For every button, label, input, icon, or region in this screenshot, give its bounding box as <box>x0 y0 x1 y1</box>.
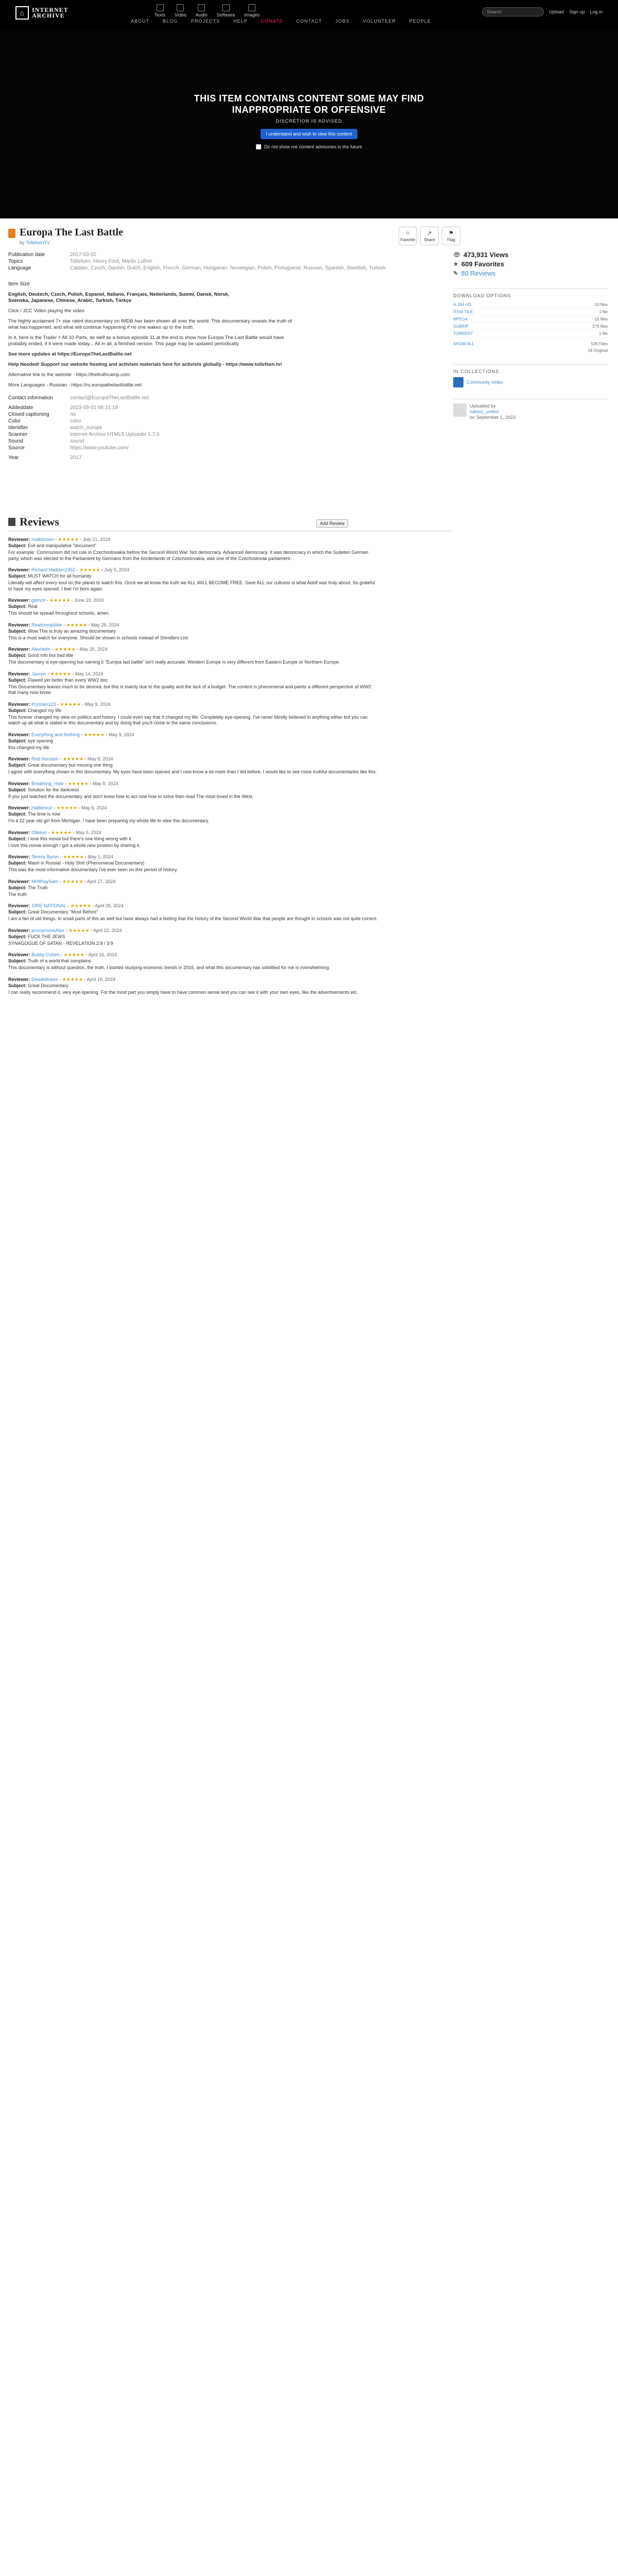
subnav-blog[interactable]: BLOG <box>163 19 178 24</box>
review-body: If you just watched the documentary and don't know how to act now how to solve then read The most loved in the West. <box>8 793 254 799</box>
reviewer-link[interactable]: anonymousAlex <box>31 927 65 933</box>
nav-texts[interactable]: Texts <box>154 4 165 18</box>
content-warning <box>154 93 464 149</box>
review-subject: Great documentary but missing one thing <box>28 762 113 768</box>
uploader-info: Uploaded by natsoc_united on September 1, 2023 <box>453 399 608 420</box>
review-subject: Real <box>28 604 38 609</box>
review-item: Reviewer: anonymousAlex - ★★★★★ - April 22, 2024 Subject: FUCK THE JEWS SYNAGOGUE OF SATAN - REVELATION 2:9 / 3:9 <box>8 927 379 947</box>
favorite-button[interactable]: ☆ Favorite <box>399 227 417 245</box>
nav-software[interactable]: Software <box>217 4 235 18</box>
reviewer-link[interactable]: Deadwitness <box>31 976 58 982</box>
star-rating-icon: ★★★★★ <box>51 829 72 835</box>
reviews-count: ✎ 80 Reviews <box>453 269 496 277</box>
description-note: Click / JCC Video playing the video <box>8 308 84 314</box>
review-item: Reviewer: SIRE NATIONAL - ★★★★★ - April 26, 2024 Subject: Great Documentary ''Must Before'' I am a fan of old things. In small parts of this as well but have always had a feeling that the history of the Second World War that people are thought in schools was not quite correct. <box>8 903 379 922</box>
review-subject: The Truth <box>28 885 48 890</box>
eye-icon: 👁 <box>453 252 460 258</box>
share-icon: ↗ <box>427 230 432 236</box>
nav-audio[interactable]: Audio <box>196 4 208 18</box>
meta-row: Color color <box>8 418 81 424</box>
review-subject: eye opening <box>28 738 54 743</box>
collection-item[interactable]: Community Video <box>453 377 608 387</box>
nav-images[interactable]: Images <box>244 4 260 18</box>
page-title: Europa The Last Battle <box>20 227 123 238</box>
upload-button[interactable]: Upload <box>549 9 564 14</box>
star-rating-icon: ★★★★★ <box>55 647 76 652</box>
review-item: Reviewer: Teresa Byron - ★★★★★ - May 1, 2024 Subject: Maori in Russia! - Holy Shit! (Phenomenal Documentary) This was the most informative documentary I've ever seen on this period of history. <box>8 854 379 873</box>
subnav-contact[interactable]: CONTACT <box>296 19 322 24</box>
review-item: Reviewer: Bobby Cohen - ★★★★★ - April 16, 2024 Subject: Truth of a world that complains This documentary is without question, the truth. I started studying economic trends in 2016, and what this documentary has solidified for me is overwhelming. <box>8 952 379 971</box>
star-rating-icon: ★★★★★ <box>67 781 89 786</box>
reviewer-link[interactable]: Richard Haddon1952 <box>31 567 76 572</box>
description-p1: The highly acclaimed 7+ star rated documentary on IMDB has been shown all over the world. This documentary reveals the truth of what has happened, and what will continue happening if no one wakes up to the truth. <box>8 318 292 330</box>
review-body: I'm a 22 year old girl from Michigan. I have been preparing my whole life to view this documentary. <box>8 818 210 823</box>
review-body: This should be spread throughout schools, amen. <box>8 611 110 616</box>
item-metadata <box>8 251 451 461</box>
star-rating-icon: ★★★★★ <box>63 854 84 859</box>
review-body: I am a fan of old things. In small parts of this as well but have always had a feeling that the history of the Second World War that people are thought in schools was not quite correct. <box>8 916 377 921</box>
warning-title: THIS ITEM CONTAINS CONTENT SOME MAY FIND INAPPROPRIATE OR OFFENSIVE <box>194 93 424 115</box>
star-icon: ★ <box>453 261 458 267</box>
download-options: DOWNLOAD OPTIONS H.264 HD 10 files ITEM TILE 1 file MPEG4 10 files SUBRIP 276 files TORRENT 1 file SHOW ALL 536 Files 18 Original <box>453 289 608 354</box>
review-subject: Changed my life <box>28 707 62 713</box>
download-row: SUBRIP 276 files <box>453 323 608 330</box>
item-stats <box>453 250 608 420</box>
reviewer-link[interactable]: Alexhelm <box>31 647 51 652</box>
review-item: Reviewer: MrWhaySam - ★★★★★ - April 27, 2024 Subject: The Truth The truth <box>8 878 379 898</box>
review-item: Reviewer: Halbkreuz - ★★★★★ - May 6, 2024 Subject: The time is now I'm a 22 year old girl from Michigan. I have been preparing my whole life to view this documentary. <box>8 805 379 824</box>
views-count: 👁 473,931 Views <box>453 251 509 259</box>
see-more-link[interactable]: See more updates at https://EuropaTheLastBattle.net <box>8 351 132 357</box>
meta-row: Item Size <box>8 281 30 287</box>
star-rating-icon: ★★★★★ <box>50 671 71 676</box>
review-body: I agree with everything shown in this documentary. My eyes have been opened and I now know a lot more than I did before. I would like to see more truthful documentaries like this. <box>8 769 377 774</box>
review-date: June 19, 2024 <box>74 598 104 603</box>
review-subject: Good info but bad title <box>28 653 74 658</box>
star-rating-icon: ★★★★★ <box>49 598 71 603</box>
meta-row: Identifier watch_europe <box>8 425 102 431</box>
review-item: Reviewer: maikbrown - ★★★★★ - July 21, 2024 Subject: Evil and manipulative "document" For example: Communism did not rule in Czechoslovakia before the Second World War. Not democracy. Advanced democracy. It was democracy in which the Sudeten German party, which was elected to the Parliament by Germans from the borderlands of Czechoslovakia, was one of the Czechoslovak parliament. <box>8 536 379 562</box>
subnav-donate[interactable]: DONATE <box>261 19 283 24</box>
show-all-row: SHOW ALL 536 Files <box>453 342 608 346</box>
review-list <box>8 536 451 995</box>
review-subject: Flawed yet better than every WW2 doc <box>28 677 108 683</box>
reviewer-link[interactable]: Everything and Nothing <box>31 732 80 737</box>
review-subject: Great Documentary ''Must Before'' <box>28 909 98 914</box>
meta-row: Topics Tollefsen, Henry Ford, Martin Luther <box>8 259 152 264</box>
reviewer-link[interactable]: maikbrown <box>31 537 54 542</box>
reviewer-link[interactable]: Realsmogiddie <box>31 622 62 628</box>
reviewer-link[interactable]: Jaxxen <box>31 671 46 676</box>
reviews-icon <box>8 518 15 526</box>
review-subject: Truth of a world that complains <box>28 958 91 963</box>
review-date: July 5, 2024 <box>104 567 129 572</box>
review-body: this changed my life <box>8 744 49 750</box>
review-subject: Evil and manipulative "document" <box>28 543 97 548</box>
review-date: July 21, 2024 <box>82 537 111 542</box>
review-body: This forever changed my view on politics and history. I could even say that it changed my life. Completely eye-opening. I've never blindly believed in anything either but you can watch up all what is stated in this documentary and by doing that you'll come to the same conclusions. <box>8 714 368 725</box>
flag-icon: ⚑ <box>449 230 454 236</box>
star-rating-icon: ★★★★★ <box>83 732 105 737</box>
reviews-title: Reviews <box>20 515 59 528</box>
advisory-checkbox[interactable] <box>256 144 261 149</box>
review-date: May 5, 2024 <box>76 829 101 835</box>
review-date: May 1, 2024 <box>88 854 113 859</box>
add-review-button[interactable]: Add Review <box>316 519 348 528</box>
subnav-projects[interactable]: PROJECTS <box>191 19 220 24</box>
review-subject: Great Documentary <box>28 982 68 988</box>
speaker-icon <box>198 4 205 11</box>
star-rating-icon: ★★★★★ <box>62 756 83 761</box>
advisory-checkbox-row[interactable]: Do not show me content advisories in the future <box>154 144 464 149</box>
review-body: Literally will affect every soul on the planet to watch this. Once we all know the truth we ALL WILL BECOME FREE. Save ALL our cultures is what Adolf was truly about. So grateful to have my eyes opened. I feel I'm born again. <box>8 580 375 591</box>
download-row: H.264 HD 10 files <box>453 301 608 309</box>
reviewer-link[interactable]: gamcd <box>31 598 46 603</box>
download-row: ITEM TILE 1 file <box>453 309 608 316</box>
star-rating-icon: ★★★★★ <box>79 567 100 572</box>
review-item: Reviewer: Deadwitness - ★★★★★ - April 16, 2024 Subject: Great Documentary I can really recommend it, very eye-opening. For the most part you simply have to have common sense and you can see it with your own eyes, like the advertisements etc. <box>8 976 379 996</box>
meta-row: Closed captioning no <box>8 412 76 417</box>
review-body: I can really recommend it, very eye-opening. For the most part you simply have to have common sense and you can see it with your own eyes, like the advertisements etc. <box>8 989 358 995</box>
review-item: Reviewer: Richard Haddon1952 - ★★★★★ - July 5, 2024 Subject: MUST WATCH for all humanity Literally will affect every soul on the planet to watch this. Once we all know the truth we ALL WILL BECOME FREE. Save ALL our cultures is what Adolf was truly about. So grateful to have my eyes opened. I feel I'm born again. <box>8 567 379 592</box>
meta-row: Publication date 2017-03-02 <box>8 252 97 258</box>
download-row: MPEG4 10 files <box>453 316 608 323</box>
archive-logo[interactable]: ⌂ INTERNET ARCHIVE <box>15 6 68 20</box>
meta-row: Scanner Internet Archive HTML5 Uploader 1.7.0 <box>8 432 160 437</box>
subnav-about[interactable]: ABOUT <box>131 19 150 24</box>
share-button[interactable]: ↗ Share <box>420 227 439 245</box>
reviewer-link[interactable]: Olikeyo <box>31 829 47 835</box>
review-body: This Documentary leaves much to be desired, but this is mainly due to the quality and the lack of a budget. The content is phenomenal and paints a different perspective of WW2 that many now know. <box>8 684 371 695</box>
meta-row: Sound sound <box>8 438 84 444</box>
review-body: This documentary is without question, the truth. I started studying economic trends in 2016, and what this documentary has solidified for me is overwhelming. <box>8 965 330 970</box>
review-date: April 22, 2024 <box>93 927 122 933</box>
reviewer-link[interactable]: Rod Houston <box>31 756 59 761</box>
review-date: April 26, 2024 <box>95 903 124 908</box>
review-item: Reviewer: Jaxxen - ★★★★★ - May 14, 2024 Subject: Flawed yet better than every WW2 doc This Documentary leaves much to be desired, but this is mainly due to the quality and the lack of a budget. The content is phenomenal and paints a different perspective of WW2 that many now know. <box>8 671 379 696</box>
film-icon <box>177 4 184 11</box>
meta-row: Year 2017 <box>8 455 82 461</box>
review-subject: Maori in Russia! - Holy Shit! (Phenomenal Documentary) <box>28 860 145 866</box>
video-icon <box>8 229 15 238</box>
top-nav <box>0 0 618 31</box>
review-subject: I love this movie but there's one thing wrong with it <box>28 836 131 841</box>
reviewer-link[interactable]: Bobby Cohen <box>31 952 60 957</box>
star-rating-icon: ★★★★★ <box>62 976 83 982</box>
favorites-count: ★ 609 Favorites <box>453 260 504 268</box>
help-needed[interactable]: Help Needed! Support our website hosting and activism materials here for activists globally - https://www.tollefsen.tv/ <box>8 362 282 367</box>
avatar <box>453 403 467 417</box>
meta-row: Language Catalan, Czech, Danish, Dutch, English, French, German, Hungarian, Norwegian, Polish, Portuguese, Russian, Spanish, Swedish, Turkish <box>8 265 386 271</box>
review-date: May 20, 2024 <box>79 647 108 652</box>
star-rating-icon: ★★★★★ <box>58 537 79 542</box>
star-rating-icon: ★★★★★ <box>62 878 83 884</box>
download-row: TORRENT 1 file <box>453 330 608 337</box>
review-date: May 9, 2024 <box>84 701 111 707</box>
review-date: May 9, 2024 <box>108 732 134 737</box>
reviewer-link[interactable]: Teresa Byron <box>31 854 59 859</box>
review-date: April 16, 2024 <box>88 952 117 957</box>
review-item: Reviewer: Breathing_Hate - ★★★★★ - May 8, 2024 Subject: Solution for the darkness If you just watched the documentary and don't know how to act now how to solve then read The most loved in the West. <box>8 781 379 800</box>
review-subject: Solution for the darkness <box>28 787 79 792</box>
subnav <box>129 15 433 27</box>
reviewer-link[interactable]: Krystian123 <box>31 701 56 707</box>
book-icon <box>157 4 164 11</box>
meta-row: Source https://www.youtube.com/ <box>8 445 129 451</box>
uploader-link[interactable]: natsoc_united <box>470 409 499 414</box>
review-date: May 8, 2024 <box>92 781 118 786</box>
reviewer-link[interactable]: Breathing_Hate <box>31 781 64 786</box>
star-rating-icon: ★★★★★ <box>60 701 81 707</box>
flag-button[interactable]: ⚑ Flag <box>442 227 460 245</box>
review-body: I love this movie enough I got a whole new position by sharing it. <box>8 842 141 848</box>
review-date: April 27, 2024 <box>87 878 116 884</box>
review-date: May 14, 2024 <box>75 671 104 676</box>
collections-panel: IN COLLECTIONS Community Video <box>453 364 608 387</box>
review-body: This is a must watch for everyone. Should be shown in schools instead of Shindlers List. <box>8 635 190 640</box>
subnav-jobs[interactable]: JOBS <box>335 19 350 24</box>
review-item: Reviewer: Krystian123 - ★★★★★ - May 9, 2024 Subject: Changed my life This forever changed my view on politics and history. I could even say that it changed my life. Completely eye-opening. I've never blindly believed in anything either but you can watch up all what is stated in this documentary and by doing that you'll come to the same conclusions. <box>8 701 379 726</box>
nav-video[interactable]: Video <box>175 4 186 18</box>
review-body: For example: Communism did not rule in Czechoslovakia before the Second World War. Not democracy. Advanced democracy. It was democracy in which the Sudeten German party, which was elected to the Parliament by Germans from the borderlands of Czechoslovakia, was one of the Czechoslovak parliament. <box>8 550 368 561</box>
video-theater <box>0 31 618 218</box>
star-icon: ☆ <box>405 230 410 236</box>
review-subject: Wow.This is truly an amazing documentary <box>28 628 116 634</box>
review-item: Reviewer: Alexhelm - ★★★★★ - May 20, 2024 Subject: Good info but bad title The documentary is eye-opening but naming it "Europa last battle" isn't really accurate. Western Europe is very different from Eastern Europe or Northern Europe. <box>8 646 379 666</box>
subnav-people[interactable]: PEOPLE <box>409 19 431 24</box>
star-rating-icon: ★★★★★ <box>56 805 77 810</box>
reviews-section <box>8 515 451 995</box>
disk-icon <box>222 4 230 11</box>
warning-subtitle: DISCRETION IS ADVISED <box>276 118 342 124</box>
reviewer-link[interactable]: SIRE NATIONAL <box>31 903 66 908</box>
review-subject: MUST WATCH for all humanity <box>28 573 92 579</box>
review-body: SYNAGOGUE OF SATAN - REVELATION 2:9 / 3:9 <box>8 940 113 946</box>
reviewer-link[interactable]: MrWhaySam <box>31 878 59 884</box>
review-body: The documentary is eye-opening but naming it "Europa last battle" isn't really accurate. Western Europe is very different from Eastern Europe or Northern Europe. <box>8 659 340 665</box>
review-date: April 16, 2024 <box>87 976 115 982</box>
review-date: May 8, 2024 <box>87 756 113 761</box>
description-p2: In it, here is the Trailer + All 10 Parts, as well as a bonus episode 11 at the end to show how Europa The Last Battle would have probably ended, if it were made today... All in all, a finished version. This page may be updated periodically. <box>8 335 284 347</box>
star-rating-icon: ★★★★★ <box>63 952 84 957</box>
show-all-link[interactable]: SHOW ALL <box>453 342 474 346</box>
subnav-volunteer[interactable]: VOLUNTEER <box>363 19 396 24</box>
review-date: May 6, 2024 <box>81 805 107 810</box>
meta-row: Contact information contact@EuropaTheLastBattle.net <box>8 395 149 401</box>
search-input[interactable]: Search <box>482 7 544 16</box>
review-item: Reviewer: Olikeyo - ★★★★★ - May 5, 2024 Subject: I love this movie but there's one thing wrong with it I love this movie enough I got a whole new position by sharing it. <box>8 829 379 849</box>
review-date: May 26, 2024 <box>91 622 119 628</box>
comment-icon: ✎ <box>453 270 458 277</box>
review-body: The truth <box>8 891 27 897</box>
signup-link[interactable]: Sign up <box>569 9 585 14</box>
review-item: Reviewer: Realsmogiddie - ★★★★★ - May 26, 2024 Subject: Wow.This is truly an amazing documentary This is a must watch for everyone. Should be shown in schools instead of Shindlers List. <box>8 622 379 641</box>
meta-row: Addeddate 2023-09-01 06:21:19 <box>8 405 118 411</box>
review-item: Reviewer: Everything and Nothing - ★★★★★ - May 9, 2024 Subject: eye opening this changed my life <box>8 732 379 751</box>
star-rating-icon: ★★★★★ <box>66 622 87 628</box>
review-item: Reviewer: gamcd - ★★★★★ - June 19, 2024 Subject: Real This should be spread throughout schools, amen. <box>8 597 379 617</box>
review-body: This was the most informative documentary I've ever seen on this period of history. <box>8 867 178 872</box>
language-list: English, Deutsch, Czech, Polish, Espanol, Italiano, Français, Nederlands, Suomi, Dansk, Norsk, Svenska, Japanese, Chinese, Arabic, Turkish, Türkçe <box>8 292 230 303</box>
alt-site-link[interactable]: Alternative link to the website - https://thetruthcamp.com <box>8 372 130 378</box>
view-content-button[interactable]: I understand and wish to view this content <box>261 129 357 139</box>
review-subject: The time is now <box>28 811 61 817</box>
login-link[interactable]: Log in <box>590 9 603 14</box>
collection-thumb <box>453 377 464 387</box>
review-item: Reviewer: Rod Houston - ★★★★★ - May 8, 2024 Subject: Great documentary but missing one thing I agree with everything shown in this documentary. My eyes have been opened and I now know a lot more than I did before. I would like to see more truthful documentaries like this. <box>8 756 379 775</box>
subnav-help[interactable]: HELP <box>233 19 248 24</box>
archive-building-icon: ⌂ <box>15 6 29 20</box>
review-subject: FUCK THE JEWS <box>28 934 65 939</box>
star-rating-icon: ★★★★★ <box>70 903 91 908</box>
more-languages[interactable]: More Languages - Russian - https://ru.europathelastbattle.net <box>8 382 142 388</box>
byline: by TollefsenTV <box>20 240 50 245</box>
image-icon <box>248 4 255 11</box>
reviewer-link[interactable]: Halbkreuz <box>31 805 53 810</box>
star-rating-icon: ★★★★★ <box>68 927 90 933</box>
author-link[interactable]: TollefsenTV <box>25 240 50 245</box>
